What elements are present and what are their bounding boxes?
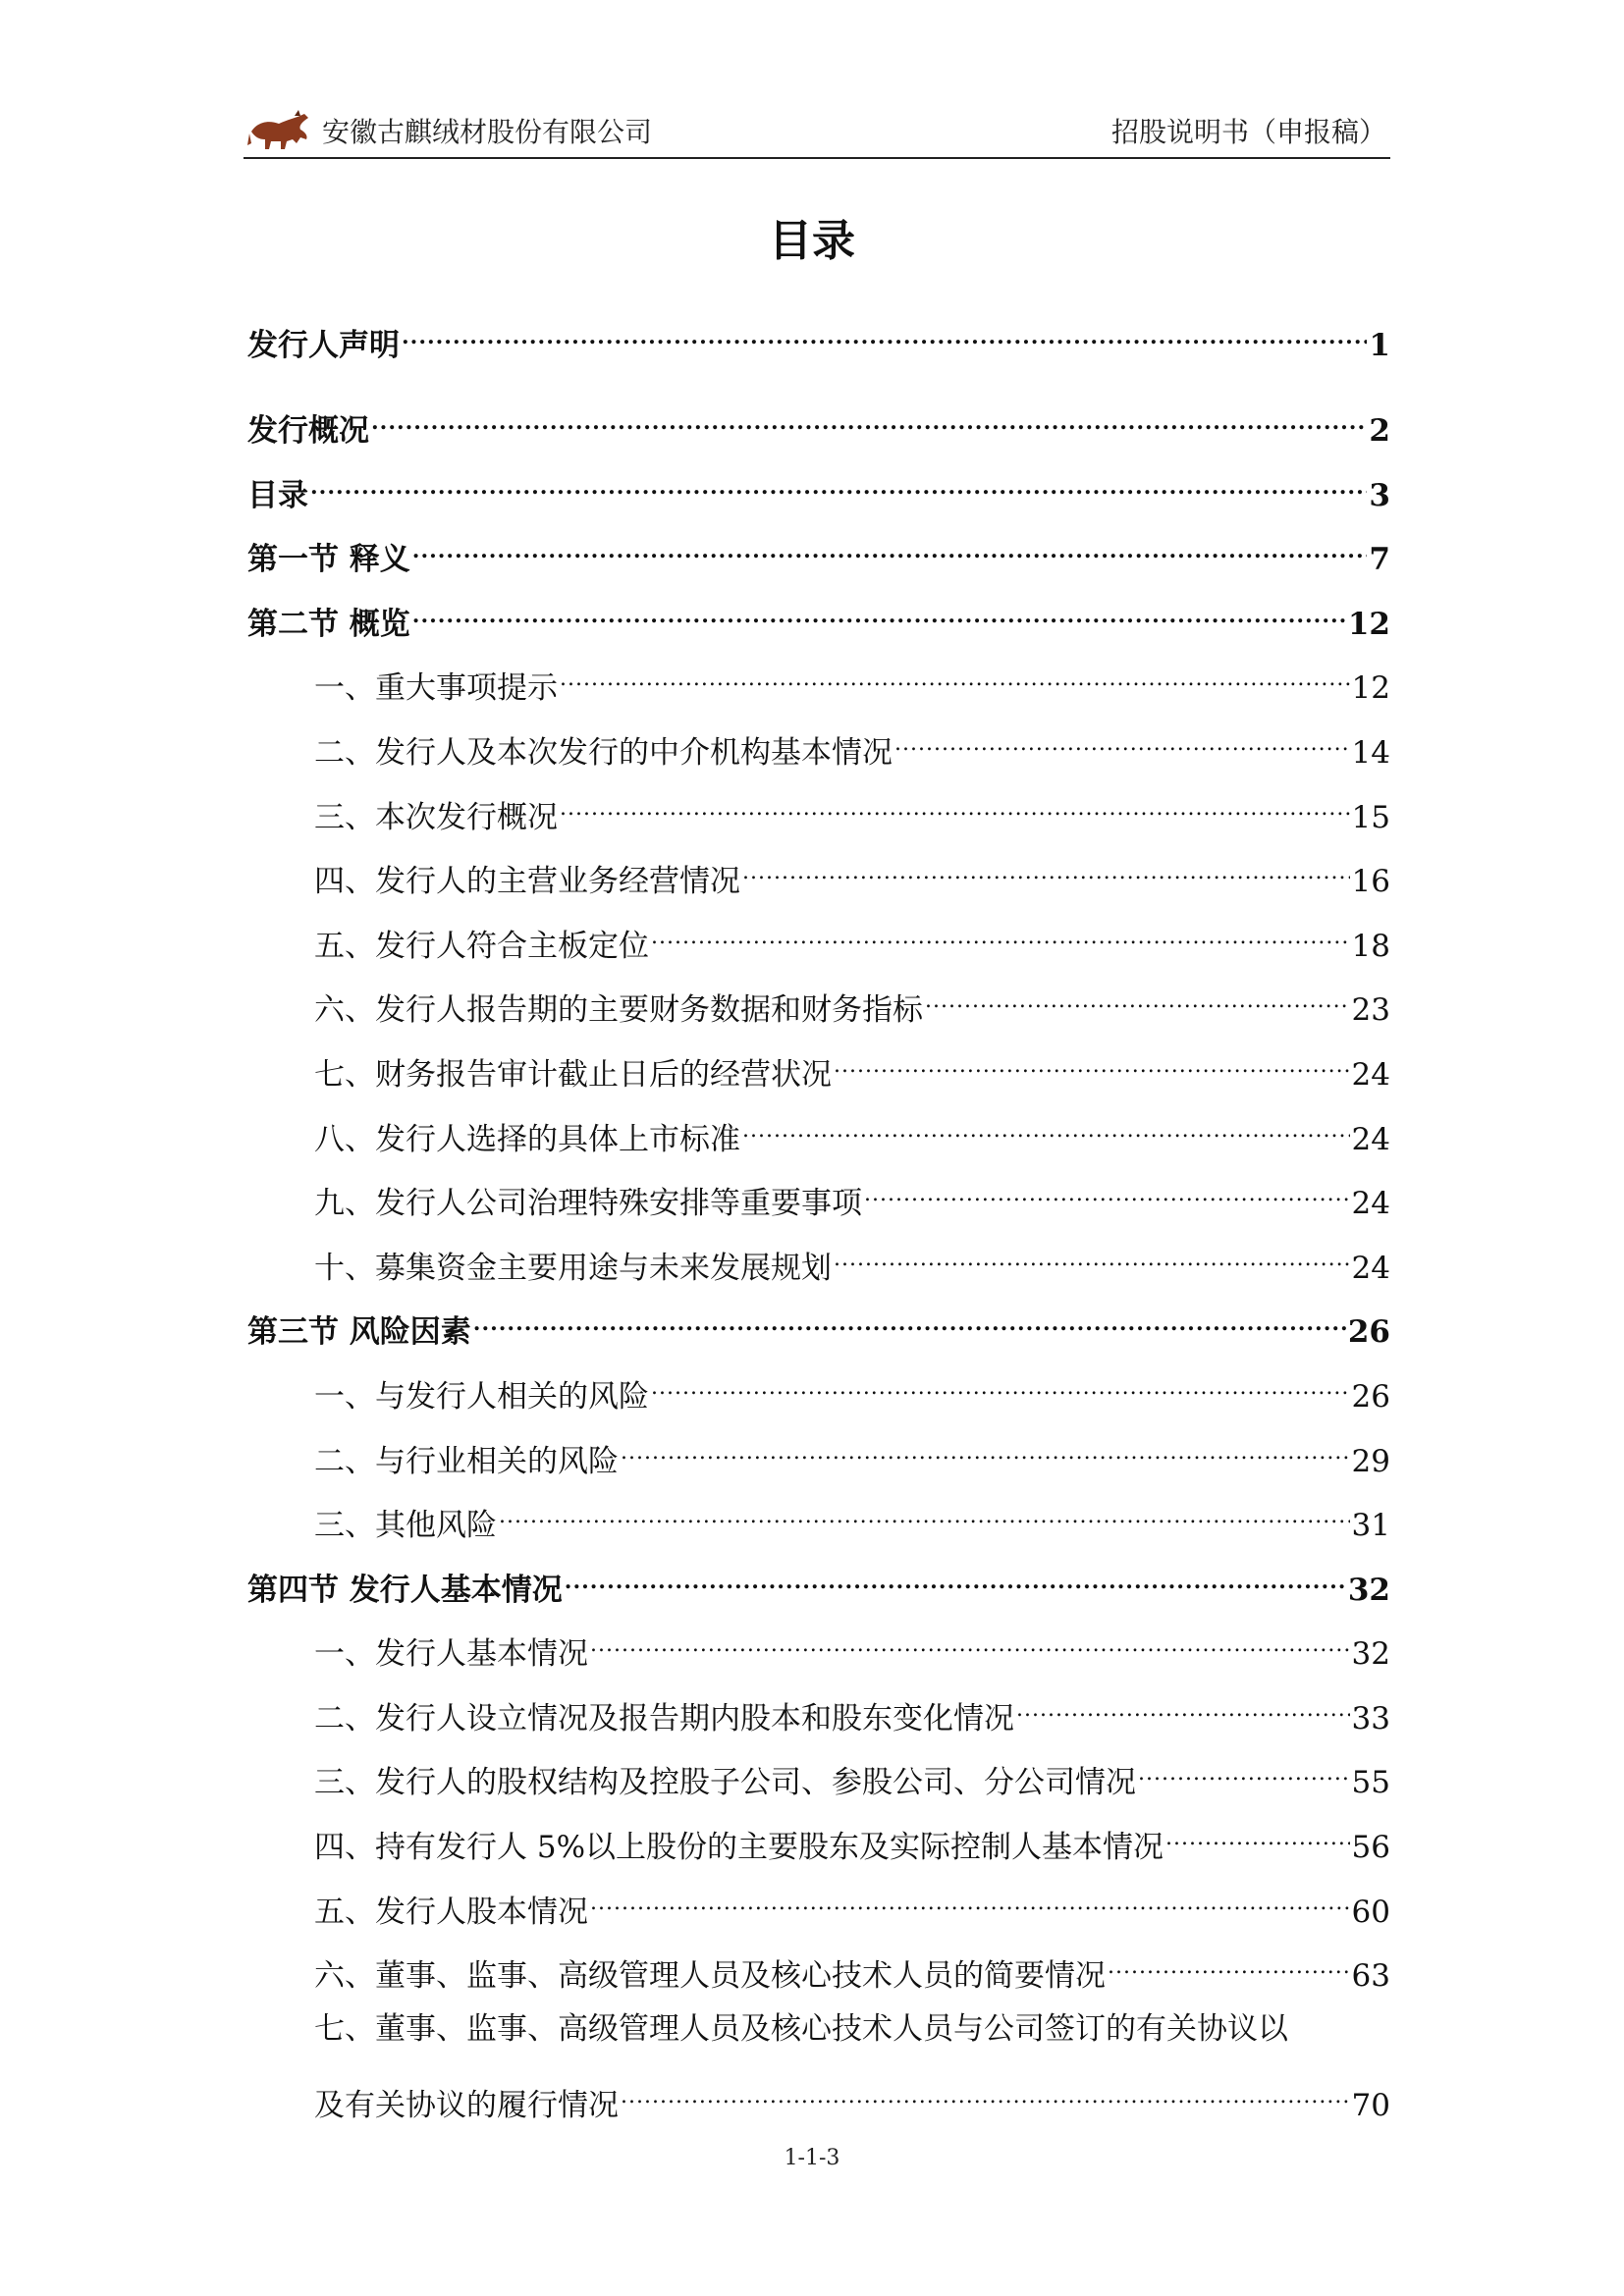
toc-entry-title: 十、募集资金主要用途与未来发展规划 [314,1250,832,1286]
toc-leader-dots [499,1492,1350,1535]
toc-entry[interactable] [247,655,1390,720]
toc-entry-title: 三、其他风险 [314,1508,497,1544]
toc-entry-title: 四、持有发行人 5%以上股份的主要股东及实际控制人基本情况 [314,1830,1164,1866]
toc-entry-title: 二、发行人及本次发行的中介机构基本情况 [314,734,893,771]
toc-entry-page: 24 [1351,1056,1390,1093]
toc-entry-title: 第二节 概览 [247,606,410,642]
toc-entry-page: 24 [1351,1121,1390,1157]
toc-entry-page: 31 [1351,1508,1390,1544]
toc-entry[interactable] [247,2007,1390,2072]
toc-entry-title: 八、发行人选择的具体上市标准 [314,1121,740,1157]
toc-entry-title: 六、董事、监事、高级管理人员及核心技术人员的简要情况 [314,1958,1106,1995]
spacer [247,383,1390,398]
toc-entry-page: 60 [1351,1894,1390,1930]
toc-entry-page: 26 [1347,1314,1390,1351]
toc-entry[interactable] [247,848,1390,913]
toc-entry[interactable] [247,1749,1390,1814]
toc-leader-dots [565,1557,1346,1600]
toc-entry-title: 四、发行人的主营业务经营情况 [314,864,740,900]
toc-entry-page: 3 [1369,477,1390,513]
toc-entry-title: 五、发行人股本情况 [314,1894,588,1930]
toc-entry-page: 32 [1351,1636,1390,1673]
toc-entry-title: 发行人声明 [247,328,400,363]
toc-entry-page: 56 [1351,1830,1390,1866]
toc-leader-dots [742,848,1350,891]
bull-logo-icon [247,110,312,153]
toc-entry-title: 一、发行人基本情况 [314,1636,588,1673]
toc-entry-page: 24 [1351,1250,1390,1286]
toc-section-entry[interactable] [247,1299,1390,1363]
toc-leader-dots [560,784,1350,828]
toc-entry[interactable] [247,1879,1390,1944]
toc-leader-dots [590,1879,1350,1922]
toc-entry-title: 三、发行人的股权结构及控股子公司、参股公司、分公司情况 [314,1765,1136,1801]
toc-entry-page: 16 [1351,864,1390,900]
toc-entry-page: 70 [1351,2087,1390,2123]
toc-entry[interactable] [247,1041,1390,1106]
toc-leader-dots [925,977,1350,1020]
toc-entry-page: 63 [1351,1958,1390,1995]
toc-leader-dots [1165,1814,1350,1857]
toc-entry-title: 六、发行人报告期的主要财务数据和财务指标 [314,992,923,1029]
toc-entry-page: 32 [1347,1572,1390,1608]
toc-entry-title: 目录 [247,477,308,513]
toc-leader-dots [1138,1749,1350,1792]
toc-entry-title: 第四节 发行人基本情况 [247,1572,563,1608]
toc-entry[interactable] [247,1170,1390,1235]
toc-entry-title: 一、与发行人相关的风险 [314,1378,649,1415]
toc-entry[interactable] [247,1621,1390,1685]
toc-entry[interactable] [247,1106,1390,1171]
toc-leader-dots [834,1041,1350,1085]
toc-entry[interactable] [247,1492,1390,1557]
toc-entry-continuation[interactable] [247,2072,1390,2137]
toc-entry[interactable] [247,720,1390,784]
toc-entry-title: 二、发行人设立情况及报告期内股本和股东变化情况 [314,1700,1014,1736]
toc-entry[interactable] [247,784,1390,849]
toc-entry[interactable] [247,977,1390,1041]
toc-entry-page: 23 [1351,992,1390,1029]
toc-entry-page: 29 [1351,1443,1390,1479]
toc-entry-page: 55 [1351,1765,1390,1801]
toc-leader-dots [651,1363,1350,1407]
toc-entry-page: 15 [1351,799,1390,835]
toc-entry-page: 18 [1351,928,1390,964]
toc-leader-dots [621,1428,1350,1471]
toc-leader-dots [371,398,1367,441]
toc-leader-dots [473,1299,1346,1342]
toc-entry-title: 七、董事、监事、高级管理人员及核心技术人员与公司签订的有关协议以 [314,2010,1288,2047]
toc-leader-dots [412,591,1346,634]
toc-entry-page: 2 [1369,413,1390,449]
toc-entry-page: 24 [1351,1186,1390,1222]
toc-leader-dots [894,720,1350,763]
toc-section-entry[interactable] [247,462,1390,527]
toc-leader-dots [560,655,1350,698]
toc-entry[interactable] [247,1428,1390,1493]
toc-heading: 目录 [769,216,855,266]
toc-leader-dots [590,1621,1350,1664]
toc-entry-title: 第三节 风险因素 [247,1314,471,1351]
toc-section-entry[interactable] [247,591,1390,656]
toc-leader-dots [412,526,1368,569]
toc-leader-dots [651,913,1350,956]
toc-leader-dots [621,2072,1350,2115]
toc-entry-page: 12 [1347,606,1390,642]
toc-section-entry[interactable] [247,526,1390,591]
toc-entry[interactable] [247,1943,1390,2007]
toc-leader-dots [1108,1943,1350,1986]
toc-entry[interactable] [247,1814,1390,1879]
toc-entry-title: 七、财务报告审计截止日后的经营状况 [314,1056,832,1093]
company-name: 安徽古麒绒材股份有限公司 [322,116,653,148]
toc-entry-title: 及有关协议的履行情况 [314,2087,619,2123]
table-of-contents [247,312,1390,2137]
document-type: 招股说明书（申报稿） [1110,116,1386,148]
toc-entry-title: 三、本次发行概况 [314,799,558,835]
toc-entry-page: 7 [1369,542,1390,578]
toc-section-entry[interactable] [247,398,1390,462]
toc-leader-dots [310,462,1367,506]
toc-entry-page: 12 [1351,670,1390,707]
toc-entry-title: 发行概况 [247,413,369,449]
toc-section-entry[interactable] [247,312,1390,383]
toc-entry-title: 二、与行业相关的风险 [314,1443,619,1479]
toc-entry-title: 一、重大事项提示 [314,670,558,707]
toc-entry-page: 14 [1351,734,1390,771]
toc-entry-page: 26 [1351,1378,1390,1415]
toc-entry[interactable] [247,1235,1390,1300]
toc-entry-title: 五、发行人符合主板定位 [314,928,649,964]
toc-leader-dots [834,1235,1350,1278]
toc-entry-page: 33 [1351,1700,1390,1736]
toc-entry-title: 第一节 释义 [247,542,410,578]
page-header [244,106,1390,159]
toc-entry[interactable] [247,1363,1390,1428]
toc-leader-dots [1016,1685,1350,1729]
toc-entry-title: 九、发行人公司治理特殊安排等重要事项 [314,1186,862,1222]
toc-entry[interactable] [247,913,1390,978]
toc-leader-dots [402,312,1367,355]
toc-leader-dots [864,1170,1350,1213]
toc-leader-dots [742,1106,1350,1149]
toc-entry[interactable] [247,1685,1390,1750]
toc-entry-page: 1 [1369,328,1390,363]
toc-section-entry[interactable] [247,1557,1390,1622]
page-number: 1-1-3 [784,2146,840,2170]
